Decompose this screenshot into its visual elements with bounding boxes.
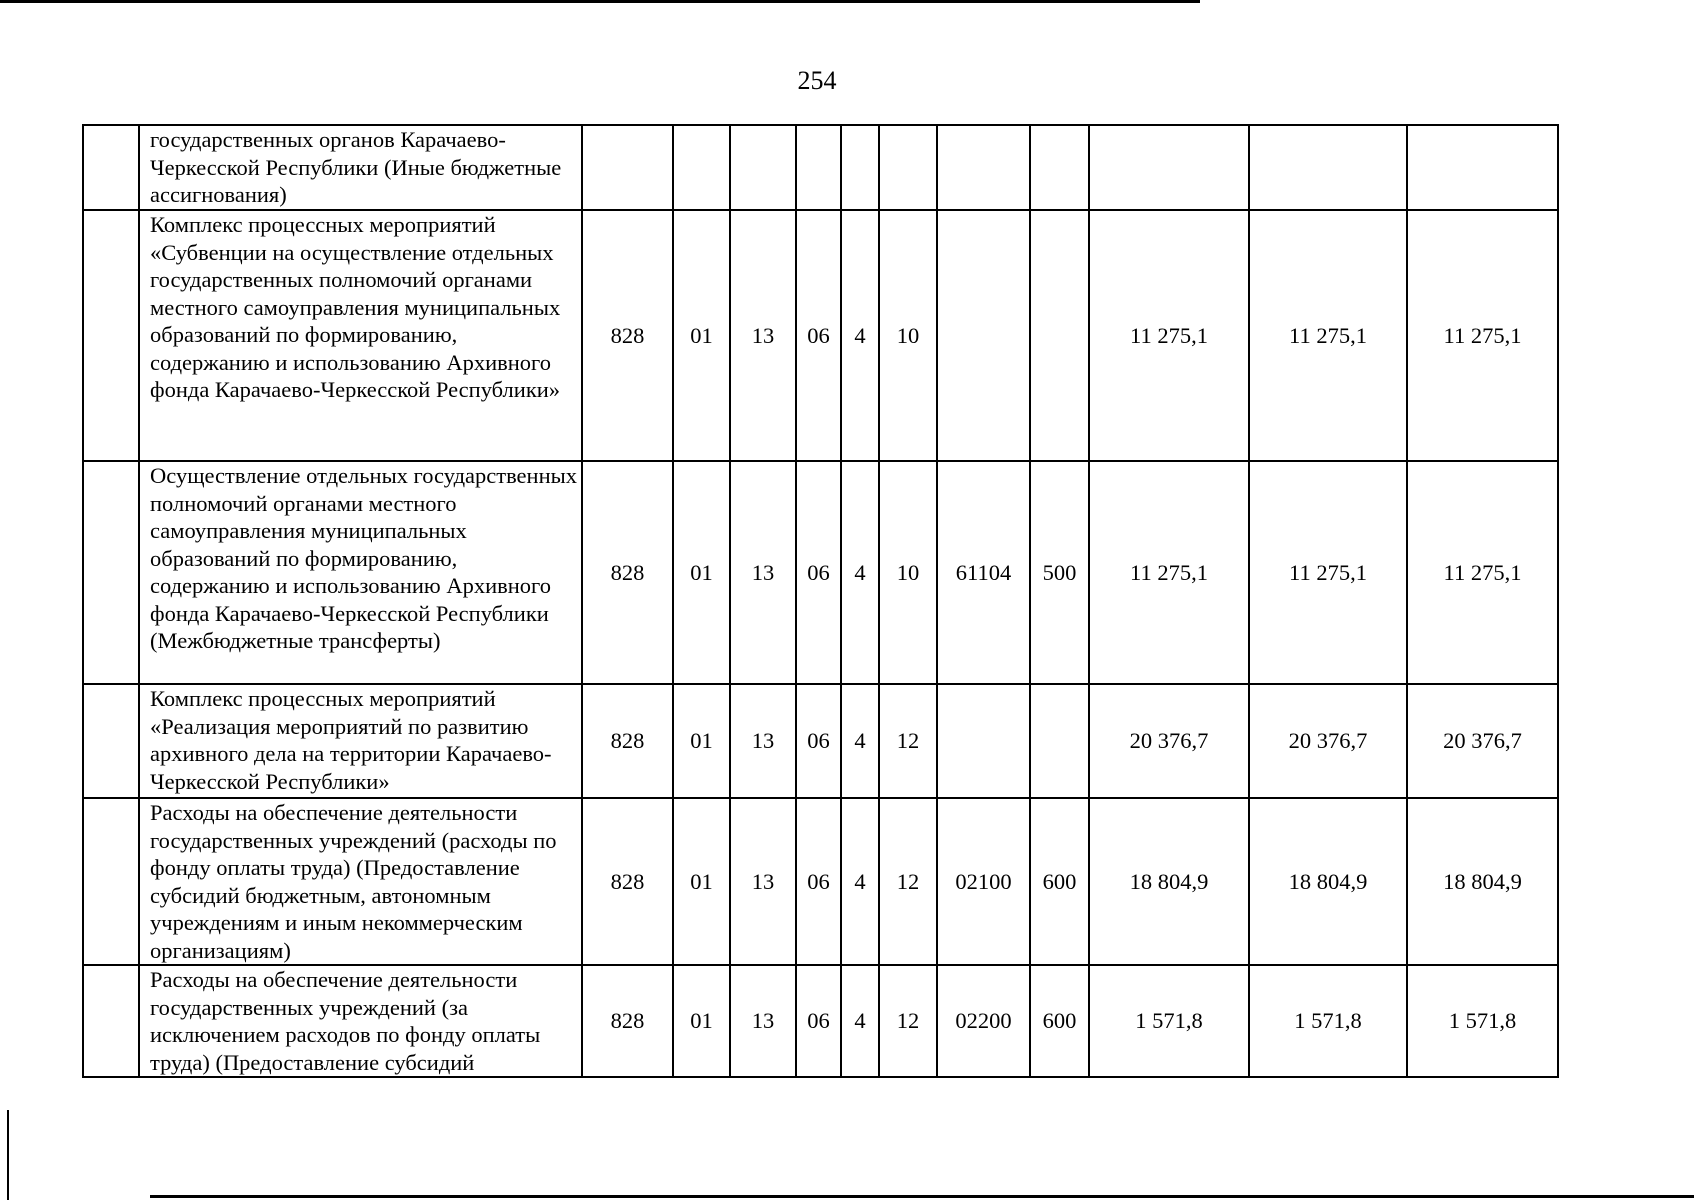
row-number-cell xyxy=(83,461,139,684)
type-code-cell: 4 xyxy=(841,210,879,461)
amount-year-3-cell: 18 804,9 xyxy=(1407,798,1558,965)
rz-code-cell: 01 xyxy=(673,461,730,684)
amount-year-1-cell: 11 275,1 xyxy=(1089,461,1249,684)
gr-code-cell xyxy=(582,125,673,210)
rz-code-cell: 01 xyxy=(673,798,730,965)
row-number-cell xyxy=(83,965,139,1077)
description-cell: государственных органов Карачаево-Черкесской Республики (Иные бюджетные ассигнования) xyxy=(139,125,582,210)
amount-year-1-cell: 11 275,1 xyxy=(1089,210,1249,461)
program-code-cell: 06 xyxy=(796,798,841,965)
gr-code-cell: 828 xyxy=(582,965,673,1077)
pr-code-cell xyxy=(730,125,796,210)
table-row xyxy=(83,798,1558,965)
row-number-cell xyxy=(83,210,139,461)
subprogram-code-cell: 12 xyxy=(879,798,937,965)
row-number-cell xyxy=(83,798,139,965)
type-code-cell: 4 xyxy=(841,461,879,684)
amount-year-2-cell: 1 571,8 xyxy=(1249,965,1407,1077)
description-cell: Комплекс процессных мероприятий «Субвенции на осуществление отдельных государственных полномочий органами местного самоуправления муниципальных образований по формированию, содержанию и использованию Архивного фонда Карачаево-Черкесской Республики» xyxy=(139,210,582,461)
program-code-cell: 06 xyxy=(796,684,841,798)
program-code-cell: 06 xyxy=(796,965,841,1077)
description-cell: Расходы на обеспечение деятельности государственных учреждений (за исключением расходов по фонду оплаты труда) (Предоставление субсидий xyxy=(139,965,582,1077)
budget-table xyxy=(82,124,1559,1078)
type-code-cell: 4 xyxy=(841,965,879,1077)
pr-code-cell: 13 xyxy=(730,684,796,798)
amount-year-3-cell: 11 275,1 xyxy=(1407,210,1558,461)
row-number-cell xyxy=(83,684,139,798)
direction-code-cell: 02200 xyxy=(937,965,1030,1077)
gr-code-cell: 828 xyxy=(582,210,673,461)
subprogram-code-cell: 12 xyxy=(879,965,937,1077)
direction-code-cell xyxy=(937,210,1030,461)
table-row xyxy=(83,684,1558,798)
pr-code-cell: 13 xyxy=(730,210,796,461)
table-row xyxy=(83,210,1558,461)
subprogram-code-cell: 10 xyxy=(879,210,937,461)
amount-year-1-cell xyxy=(1089,125,1249,210)
rz-code-cell: 01 xyxy=(673,965,730,1077)
page-number: 254 xyxy=(797,66,837,95)
type-code-cell xyxy=(841,125,879,210)
amount-year-2-cell: 11 275,1 xyxy=(1249,210,1407,461)
amount-year-3-cell: 11 275,1 xyxy=(1407,461,1558,684)
amount-year-2-cell: 11 275,1 xyxy=(1249,461,1407,684)
rz-code-cell: 01 xyxy=(673,210,730,461)
scan-border-bottom xyxy=(150,1195,1694,1198)
description-cell: Расходы на обеспечение деятельности государственных учреждений (расходы по фонду оплаты труда) (Предоставление субсидий бюджетным, автономным учреждениям и иным некоммерческим организациям) xyxy=(139,798,582,965)
program-code-cell: 06 xyxy=(796,461,841,684)
pr-code-cell: 13 xyxy=(730,461,796,684)
amount-year-1-cell: 1 571,8 xyxy=(1089,965,1249,1077)
description-cell: Осуществление отдельных государственных полномочий органами местного самоуправления муниципальных образований по формированию, содержанию и использованию Архивного фонда Карачаево-Черкесской Республики (Межбюджетные трансферты) xyxy=(139,461,582,684)
program-code-cell: 06 xyxy=(796,210,841,461)
gr-code-cell: 828 xyxy=(582,461,673,684)
amount-year-2-cell xyxy=(1249,125,1407,210)
vr-code-cell: 600 xyxy=(1030,798,1089,965)
subprogram-code-cell: 12 xyxy=(879,684,937,798)
pr-code-cell: 13 xyxy=(730,965,796,1077)
subprogram-code-cell: 10 xyxy=(879,461,937,684)
description-cell: Комплекс процессных мероприятий «Реализация мероприятий по развитию архивного дела на территории Карачаево-Черкесской Республики» xyxy=(139,684,582,798)
vr-code-cell: 500 xyxy=(1030,461,1089,684)
table-row xyxy=(83,461,1558,684)
direction-code-cell xyxy=(937,125,1030,210)
amount-year-3-cell xyxy=(1407,125,1558,210)
type-code-cell: 4 xyxy=(841,684,879,798)
amount-year-2-cell: 18 804,9 xyxy=(1249,798,1407,965)
direction-code-cell xyxy=(937,684,1030,798)
gr-code-cell: 828 xyxy=(582,798,673,965)
amount-year-1-cell: 20 376,7 xyxy=(1089,684,1249,798)
amount-year-1-cell: 18 804,9 xyxy=(1089,798,1249,965)
type-code-cell: 4 xyxy=(841,798,879,965)
direction-code-cell: 61104 xyxy=(937,461,1030,684)
pr-code-cell: 13 xyxy=(730,798,796,965)
vr-code-cell xyxy=(1030,125,1089,210)
scan-mark-left xyxy=(7,1110,9,1200)
amount-year-3-cell: 1 571,8 xyxy=(1407,965,1558,1077)
vr-code-cell: 600 xyxy=(1030,965,1089,1077)
amount-year-3-cell: 20 376,7 xyxy=(1407,684,1558,798)
amount-year-2-cell: 20 376,7 xyxy=(1249,684,1407,798)
rz-code-cell: 01 xyxy=(673,684,730,798)
gr-code-cell: 828 xyxy=(582,684,673,798)
rz-code-cell xyxy=(673,125,730,210)
vr-code-cell xyxy=(1030,684,1089,798)
row-number-cell xyxy=(83,125,139,210)
table-row xyxy=(83,965,1558,1077)
vr-code-cell xyxy=(1030,210,1089,461)
program-code-cell xyxy=(796,125,841,210)
scan-border-top xyxy=(0,0,1200,3)
table-row xyxy=(83,125,1558,210)
subprogram-code-cell xyxy=(879,125,937,210)
direction-code-cell: 02100 xyxy=(937,798,1030,965)
